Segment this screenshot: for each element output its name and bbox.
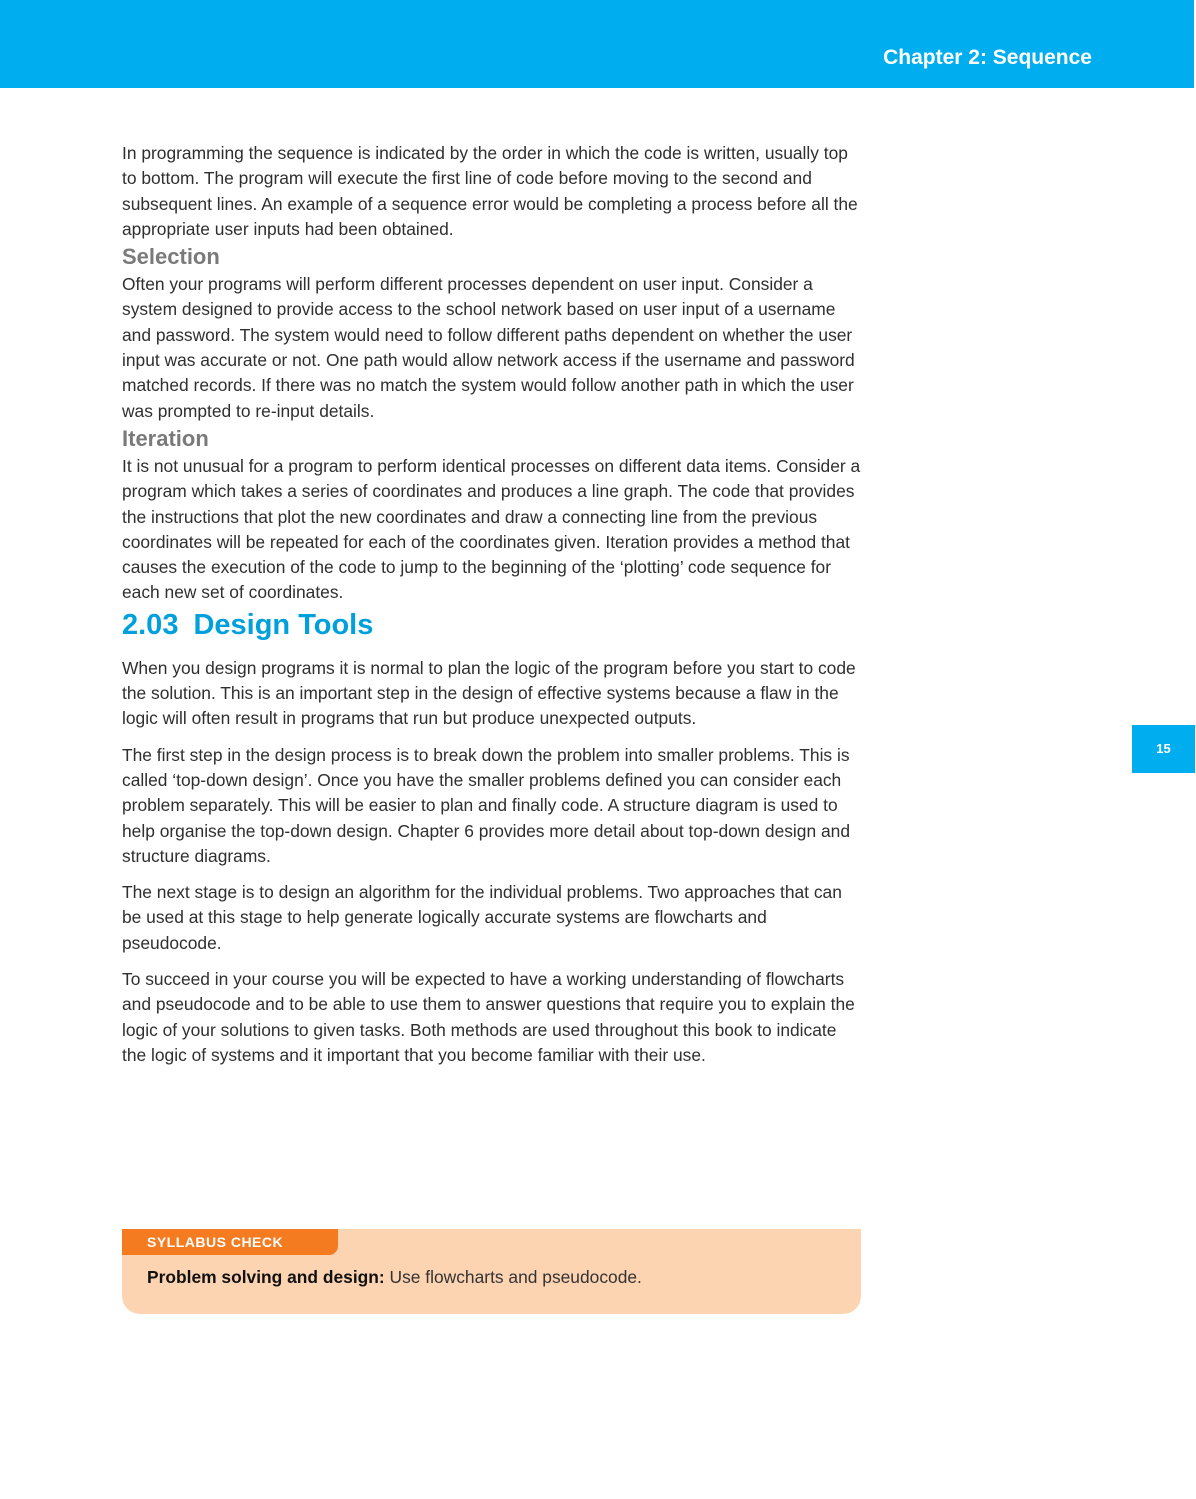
section-heading-design-tools <box>122 606 862 644</box>
iteration-heading: Iteration <box>122 425 209 451</box>
iteration-paragraph: It is not unusual for a program to perform identical processes on different data items. Consider a program which takes a series of coordinates and produces a line graph. The code that provides the instructions that plot the new coordinates and draw a connecting line from the previous coordinates will be repeated for each of the coordinates given. Iteration provides a method that causes the execution of the code to jump to the beginning of the ‘plotting’ code sequence for each new set of coordinates. <box>122 455 861 603</box>
chapter-title: Chapter 2: Sequence <box>883 46 1092 69</box>
design-tools-paragraph-4: To succeed in your course you will be expected to have a working understanding of flowcharts and pseudocode and to be able to use them to answer questions that require you to explain the logic of your solutions to given tasks. Both methods are used throughout this book to indicate the logic of systems and it important that you become familiar with their use. <box>122 969 855 1065</box>
page-content <box>122 141 862 1068</box>
syllabus-topic-text: Use flowcharts and pseudocode. <box>384 1267 642 1287</box>
chapter-header-band <box>0 0 1194 88</box>
syllabus-check-tag <box>122 1229 338 1255</box>
page-number: 15 <box>1156 741 1171 756</box>
section-title: Design Tools <box>193 608 374 641</box>
intro-paragraph: In programming the sequence is indicated by the order in which the code is written, usually top to bottom. The program will execute the first line of code before moving to the second and subsequent lines. An example of a sequence error would be completing a process before all the appropriate user inputs had been obtained. <box>122 143 858 239</box>
page-number-tab <box>1132 725 1195 773</box>
syllabus-check-label: SYLLABUS CHECK <box>147 1234 284 1250</box>
design-tools-paragraph-2: The first step in the design process is to break down the problem into smaller problems. This is called ‘top-down design’. Once you have the smaller problems defined you can consider each problem separately. This will be easier to plan and finally code. A structure diagram is used to help organise the top-down design. Chapter 6 provides more detail about top-down design and structure diagrams. <box>122 744 850 866</box>
design-tools-paragraph-1: When you design programs it is normal to plan the logic of the program before you start to code the solution. This is an important step in the design of effective systems because a flaw in the logic will often result in programs that run but produce unexpected outputs. <box>122 657 856 729</box>
section-number: 2.03 <box>122 608 179 641</box>
syllabus-topic-label: Problem solving and design: <box>147 1267 385 1287</box>
selection-heading: Selection <box>122 244 220 270</box>
selection-paragraph: Often your programs will perform different processes dependent on user input. Consider a system designed to provide access to the school network based on user input of a username and password. The system would need to follow different paths dependent on whether the user input was accurate or not. One path would allow network access if the username and password matched records. If there was no match the system would follow another path in which the user was prompted to re-input details. <box>122 274 855 421</box>
design-tools-paragraph-3: The next stage is to design an algorithm for the individual problems. Two approaches that can be used at this stage to help generate logically accurate systems are flowcharts and pseudocode. <box>122 882 842 953</box>
syllabus-check-box <box>122 1229 861 1314</box>
syllabus-check-text <box>147 1265 642 1289</box>
